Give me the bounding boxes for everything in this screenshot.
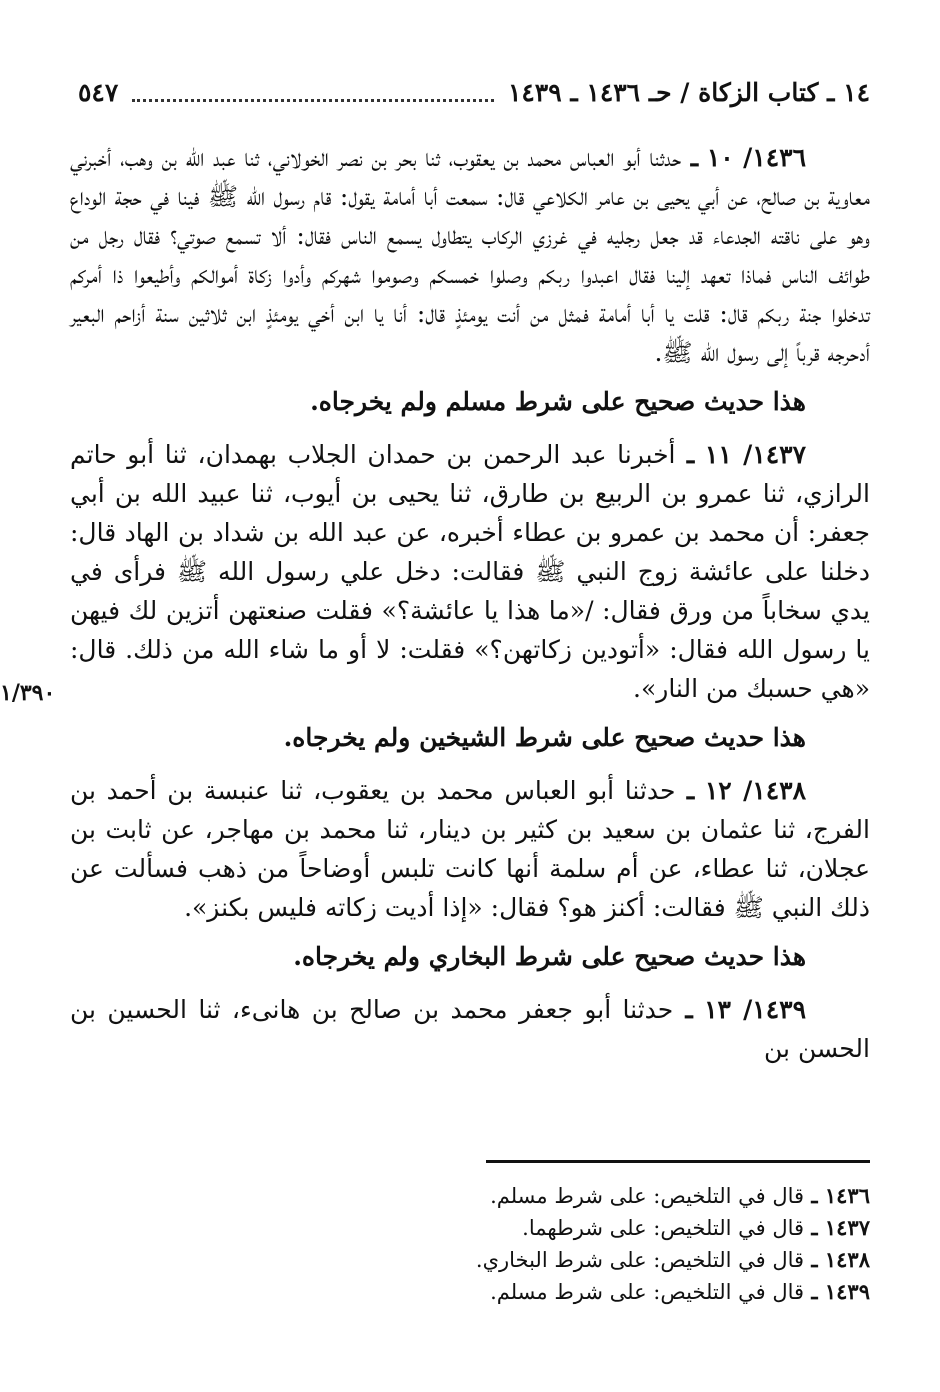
separator-dash: ـ — [804, 1279, 825, 1304]
footnote-text: قال في التلخيص: على شرط البخاري. — [475, 1248, 805, 1272]
hadith-number: ١٤٣٦/ ١٠ — [706, 143, 807, 172]
separator-dash: ـ — [681, 143, 699, 172]
footnote-number: ١٤٣٨ — [824, 1247, 870, 1272]
hadith-text: حدثنا أبو جعفر محمد بن صالح بن هانىء، ثنا الحسين بن الحسن بن — [70, 995, 870, 1063]
running-head-title: ١٤ ـ كتاب الزكاة / حـ ١٤٣٦ ـ ١٤٣٩ — [507, 77, 870, 107]
footnote-number: ١٤٣٦ — [824, 1183, 870, 1208]
separator-dash: ـ — [675, 440, 695, 469]
hadith-verdict: هذا حديث صحيح على شرط البخاري ولم يخرجاه. — [293, 942, 806, 971]
hadith-text: حدثنا أبو العباس محمد بن يعقوب، ثنا عنبسة بن أحمد بن الفرج، ثنا عثمان بن سعيد بن كثير بن دينار، ثنا محمد بن مهاجر، عن ثابت بن عجلان، ثنا عطاء، عن أم سلمة أنها كانت تلبس أوضاحاً من ذهب فسألت عن ذلك النبي ﷺ فقالت: أكنز هو؟ فقال: «إذا أديت زكاته فليس بكنز». — [70, 776, 870, 922]
page-number: ٥٤٧ — [78, 77, 119, 107]
footnote — [400, 1180, 870, 1212]
footnote — [400, 1244, 870, 1276]
hadith-paragraph — [70, 990, 870, 1068]
hadith-paragraph — [70, 435, 870, 708]
separator-dash: ـ — [804, 1183, 825, 1208]
footnote — [400, 1212, 870, 1244]
separator-dash: ـ — [673, 995, 693, 1024]
hadith-verdict: هذا حديث صحيح على شرط مسلم ولم يخرجاه. — [310, 387, 806, 416]
hadith-paragraph — [70, 138, 870, 372]
hadith-paragraph — [70, 771, 870, 927]
hadith-text: أخبرنا عبد الرحمن بن حمدان الجلاب بهمدان، ثنا أبو حاتم الرازي، ثنا عمرو بن الربيع بن طارق، ثنا يحيى بن أيوب، ثنا عبيد الله بن أبي جعفر: أن محمد بن عمرو بن عطاء أخبره، عن عبد الله بن شداد بن الهاد قال: دخلنا على عائشة زوج النبي ﷺ فقالت: دخل علي رسول الله ﷺ فرأى في يدي سخاباً من ورق فقال: /«ما هذا يا عائشة؟» فقلت صنعتهن أتزين لك فيهن يا رسول الله فقال: «أتودين زكاتهن؟» فقلت: لا أو ما شاء الله من ذلك. قال: «هي حسبك من النار». — [70, 440, 870, 703]
running-head — [78, 72, 870, 112]
hadith-number: ١٤٣٨/ ١٢ — [704, 776, 806, 805]
hadith-verdict: هذا حديث صحيح على شرط الشيخين ولم يخرجاه. — [283, 723, 806, 752]
separator-dash: ـ — [804, 1247, 825, 1272]
footnote-number: ١٤٣٩ — [824, 1279, 870, 1304]
hadith-number: ١٤٣٩/ ١٣ — [704, 995, 806, 1024]
footnote-divider — [486, 1160, 870, 1163]
separator-dash: ـ — [804, 1215, 825, 1240]
main-text — [70, 138, 870, 1068]
footnotes — [400, 1180, 870, 1308]
footnote-text: قال في التلخيص: على شرطهما. — [522, 1216, 805, 1240]
hadith-text: حدثنا أبو العباس محمد بن يعقوب، ثنا بحر بن نصر الخولاني، ثنا عبد الله بن وهب، أخبرني معاوية بن صالح، عن أبي يحيى بن عامر الكلاعي قال: سمعت أبا أمامة يقول: قام رسول الله ﷺ فينا في حجة الوداع وهو على ناقته الجدعاء قد جعل رجليه في غرزي الركاب يتطاول يسمع الناس فقال: ألا تسمع صوتي؟ فقال رجل من طوائف الناس فماذا تعهد إلينا فقال اعبدوا ربكم وصلوا خمسكم وصوموا شهركم وأدوا زكاة أموالكم وأطيعوا ذا أمركم تدخلوا جنة ربكم قال: قلت يا أبا أمامة فمثل من أنت يومئذٍ قال: أنا يا ابن أخي يومئذٍ ابن ثلاثين سنة أزاحم البعير أدحرجه قرباً إلى رسول الله ﷺ. — [70, 143, 870, 367]
footnote-text: قال في التلخيص: على شرط مسلم. — [490, 1280, 805, 1304]
footnote-number: ١٤٣٧ — [824, 1215, 870, 1240]
footnote-text: قال في التلخيص: على شرط مسلم. — [490, 1184, 805, 1208]
leader-dots — [132, 83, 494, 102]
hadith-number: ١٤٣٧/ ١١ — [704, 440, 806, 469]
separator-dash: ـ — [675, 776, 695, 805]
margin-reference: ١/٣٩٠ — [0, 680, 56, 706]
footnote — [400, 1276, 870, 1308]
